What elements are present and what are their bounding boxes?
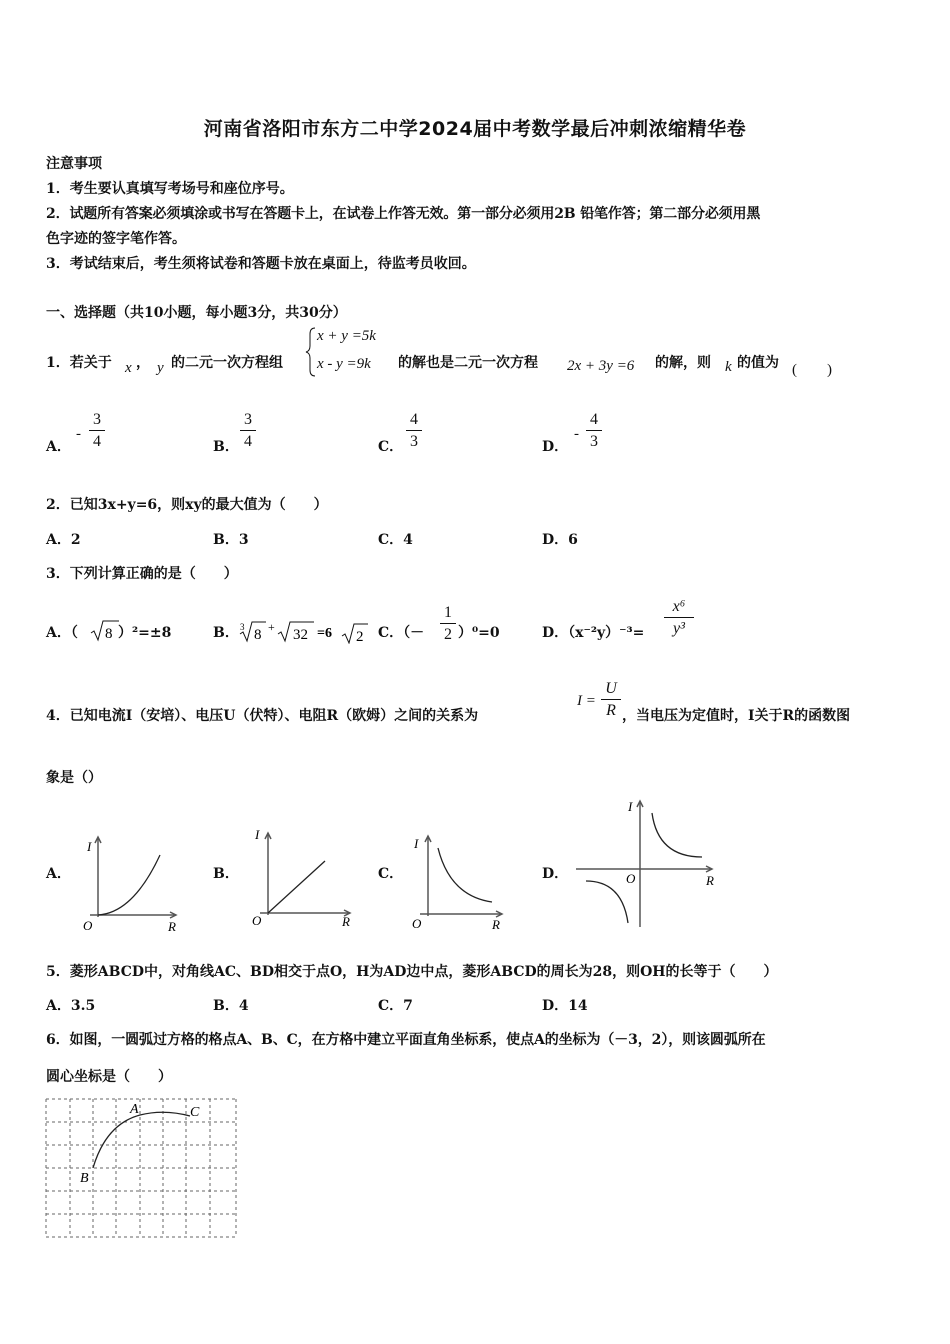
q4-stem: 象是（）: [46, 770, 102, 786]
q5-option: D．14: [542, 998, 588, 1014]
graph-option-a: [78, 833, 183, 935]
svg-text:O: O: [626, 871, 636, 886]
q1-text: 的解也是二元一次方程: [398, 355, 538, 371]
notice-item: 2．试题所有答案必须填涂或书写在答题卡上，在试卷上作答无效。第一部分必须用2B 铅笔作答；第二部分必须用黑: [46, 206, 761, 222]
q1-equation-2: x - y =9k: [317, 356, 371, 372]
svg-text:I: I: [414, 836, 419, 851]
notice-item: 色字迹的签字笔作答。: [46, 231, 186, 247]
option-label: D．: [542, 439, 569, 455]
svg-text:I: I: [628, 799, 633, 814]
svg-text:C: C: [190, 1105, 200, 1120]
q3-option-a: A．（: [46, 625, 78, 641]
q4-option-label: C．: [378, 866, 404, 882]
graph-option-c: [408, 830, 508, 935]
option-fraction: 4 3: [586, 410, 602, 451]
q5-option: C．7: [378, 998, 413, 1014]
svg-text:I: I: [87, 839, 92, 854]
svg-text:R: R: [168, 919, 176, 934]
brace-icon: [305, 326, 317, 378]
q1-text: 的值为: [737, 355, 779, 371]
q4-formula-lhs: I =: [577, 693, 596, 709]
q1-var-k: k: [725, 359, 732, 375]
q1-text: 的二元一次方程组: [171, 355, 283, 371]
radical-icon: [90, 619, 120, 643]
option-fraction: 3 4: [240, 410, 256, 451]
q2-option: B．3: [213, 532, 249, 548]
q5-option: B．4: [213, 998, 249, 1014]
q3-option-c-rest: ）⁰=0: [458, 625, 500, 641]
option-label: A．: [46, 439, 71, 455]
svg-text:32: 32: [293, 627, 308, 643]
q2-option: D．6: [542, 532, 578, 548]
svg-text:O: O: [252, 913, 262, 928]
q3-d-fraction: x⁶ y³: [664, 597, 694, 638]
q3-option-a-rest: ）²=±8: [118, 625, 172, 641]
q3-option-b: B．: [213, 625, 239, 641]
q3-stem: 3．下列计算正确的是（ ）: [46, 566, 238, 582]
notice-item: 3．考试结束后，考生须将试卷和答题卡放在桌面上，待监考员收回。: [46, 256, 476, 272]
q4-stem: ，当电压为定值时，I关于R的函数图: [622, 708, 851, 724]
svg-text:=6: =6: [317, 626, 332, 641]
q6-stem: 6．如图，一圆弧过方格的格点A、B、C，在方格中建立平面直角坐标系，使点A的坐标为（－3，2），则该圆弧所在: [46, 1032, 766, 1048]
option-label: C．: [378, 439, 404, 455]
graph-option-b: [250, 825, 360, 935]
graph-option-d: [572, 795, 720, 930]
svg-text:B: B: [80, 1171, 89, 1186]
svg-text:8: 8: [105, 626, 113, 642]
q2-option: A．2: [46, 532, 81, 548]
option-label: B．: [213, 439, 239, 455]
svg-text:I: I: [255, 827, 260, 842]
grid-figure: [44, 1096, 240, 1242]
q3-c-fraction: 1 2: [440, 603, 456, 644]
answer-paren: ( ): [792, 362, 832, 378]
q1-text: 1．若关于: [46, 355, 112, 371]
notice-item: 1．考生要认真填写考场号和座位序号。: [46, 181, 294, 197]
section-heading: 一、选择题（共10小题，每小题3分，共30分）: [46, 305, 347, 321]
q4-option-label: D．: [542, 866, 569, 882]
option-fraction: 4 3: [406, 410, 422, 451]
q5-stem: 5．菱形ABCD中，对角线AC、BD相交于点O，H为AD边中点，菱形ABCD的周长为28，则OH的长等于（ ）: [46, 964, 778, 980]
q3-option-d: D．（x⁻²y）⁻³=: [542, 625, 645, 641]
q2-option: C．4: [378, 532, 413, 548]
svg-text:+: +: [268, 620, 275, 634]
svg-text:8: 8: [254, 627, 262, 643]
q1-equation-3: 2x + 3y =6: [567, 358, 635, 374]
option-sign: -: [574, 426, 579, 442]
q3-option-c: C．（－: [378, 625, 425, 641]
q4-option-label: B．: [213, 866, 239, 882]
notice-heading: 注意事项: [46, 156, 102, 172]
svg-text:R: R: [492, 917, 500, 932]
svg-text:A: A: [130, 1102, 139, 1117]
svg-text:3: 3: [240, 622, 245, 632]
q1-text: ，: [136, 355, 150, 371]
q6-stem: 圆心坐标是（ ）: [46, 1069, 172, 1085]
svg-text:R: R: [706, 873, 714, 888]
option-fraction: 3 4: [89, 410, 105, 451]
q1-text: 的解，则: [655, 355, 711, 371]
page-title: 河南省洛阳市东方二中学2024届中考数学最后冲刺浓缩精华卷: [203, 118, 747, 140]
option-sign: -: [76, 426, 81, 442]
svg-text:2: 2: [356, 629, 364, 644]
q2-stem: 2．已知3x+y=6，则xy的最大值为（ ）: [46, 497, 328, 513]
q4-stem: 4．已知电流I（安培）、电压U（伏特）、电阻R（欧姆）之间的关系为: [46, 708, 479, 724]
q4-option-label: A．: [46, 866, 71, 882]
q4-formula-fraction: U R: [601, 679, 621, 720]
svg-text:O: O: [412, 916, 422, 931]
svg-text:O: O: [83, 918, 93, 933]
q1-var-y: y: [157, 360, 164, 376]
q1-var-x: x: [125, 360, 132, 376]
svg-text:R: R: [342, 914, 350, 929]
radical-expression-icon: [238, 618, 378, 644]
q1-equation-1: x + y =5k: [317, 328, 376, 344]
q5-option: A．3.5: [46, 998, 96, 1014]
